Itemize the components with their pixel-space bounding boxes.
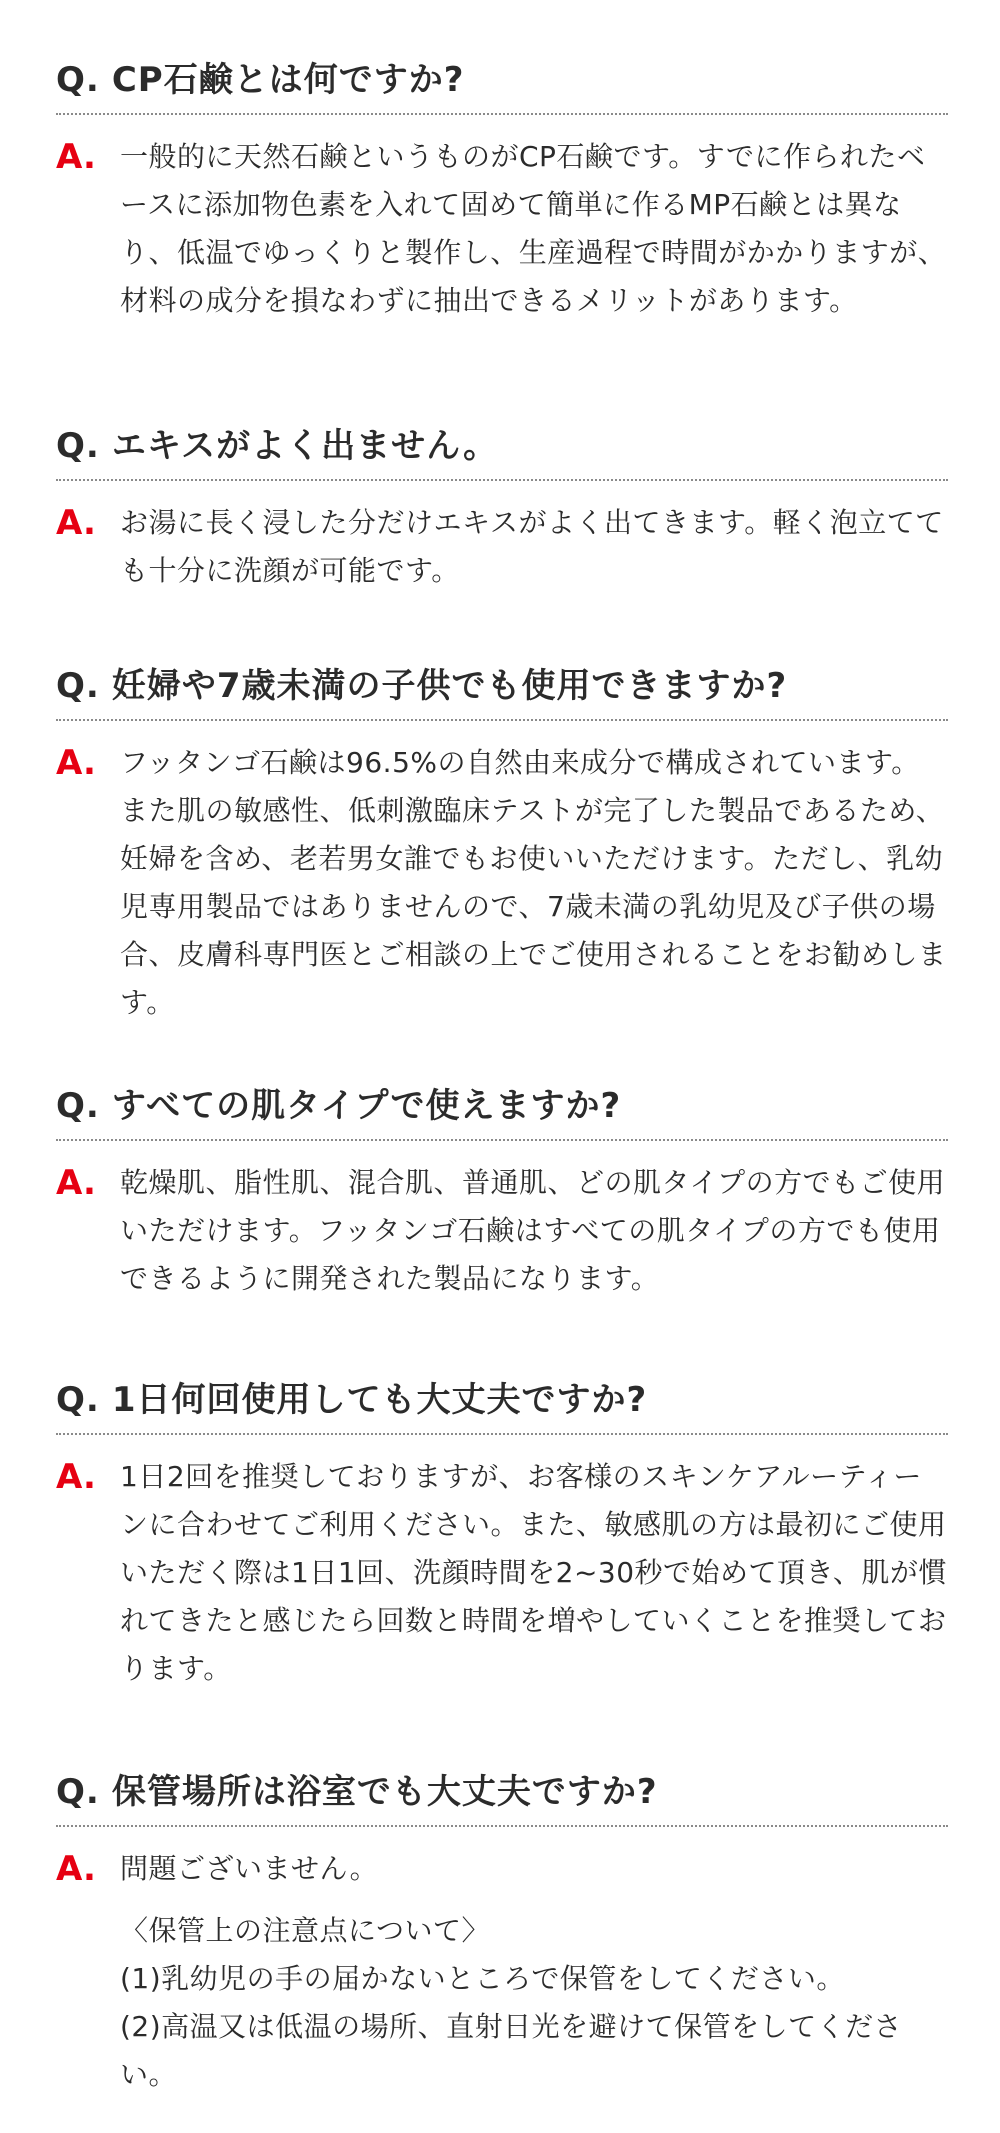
faq-item <box>56 1078 948 1303</box>
question-mark: Q. <box>56 60 100 100</box>
answer-text: 乾燥肌、脂性肌、混合肌、普通肌、どの肌タイプの方でもご使用いただけます。フッタンゴ石鹸はすべての肌タイプの方でも使用できるように開発された製品になります。 <box>120 1166 946 1295</box>
question-text: 保管場所は浴室でも大丈夫ですか? <box>111 1772 658 1812</box>
faq-answer <box>56 1845 948 2099</box>
storage-note-item: (2)高温又は低温の場所、直射日光を避けて保管をしてください。 <box>120 2010 903 2091</box>
answer-mark: A. <box>56 137 96 177</box>
faq-answer <box>56 499 948 595</box>
question-text: CP石鹸とは何ですか? <box>111 60 465 100</box>
question-mark: Q. <box>56 1380 100 1420</box>
question-mark: Q. <box>56 426 100 466</box>
answer-text: 一般的に天然石鹸というものがCP石鹸です。すでに作られたベースに添加物色素を入れて固めて簡単に作るMP石鹸とは異なり、低温でゆっくりと製作し、生産過程で時間がかかりますが、材料の成分を損なわずに抽出できるメリットがあります。 <box>120 140 947 317</box>
answer-text: お湯に長く浸した分だけエキスがよく出てきます。軽く泡立てても十分に洗顔が可能です。 <box>120 506 944 587</box>
faq-item <box>56 418 948 595</box>
faq-question <box>56 418 948 481</box>
faq-answer <box>56 739 948 1027</box>
faq-item <box>56 1372 948 1693</box>
faq-question <box>56 1078 948 1141</box>
question-mark: Q. <box>56 1086 100 1126</box>
storage-note-item: (1)乳幼児の手の届かないところで保管をしてください。 <box>120 1962 845 1995</box>
answer-text: 1日2回を推奨しておりますが、お客様のスキンケアルーティーンに合わせてご利用ください。また、敏感肌の方は最初にご使用いただく際は1日1回、洗顔時間を2~30秒で始めて頂き、肌が慣れてきたと感じたら回数と時間を増やしていくことを推奨しております。 <box>120 1460 947 1685</box>
question-mark: Q. <box>56 666 100 706</box>
faq-item <box>56 1764 948 2099</box>
question-text: すべての肌タイプで使えますか? <box>111 1086 622 1126</box>
answer-text: フッタンゴ石鹸は96.5%の自然由来成分で構成されています。また肌の敏感性、低刺激臨床テストが完了した製品であるため、妊婦を含め、老若男女誰でもお使いいただけます。ただし、乳幼児専用製品ではありませんので、7歳未満の乳幼児及び子供の場合、皮膚科専門医とご相談の上でご使用されることをお勧めします。 <box>120 746 947 1019</box>
question-text: エキスがよく出ません。 <box>111 426 499 466</box>
answer-mark: A. <box>56 743 96 783</box>
faq-item <box>56 52 948 325</box>
faq-answer <box>56 1453 948 1693</box>
faq-answer <box>56 133 948 325</box>
answer-mark: A. <box>56 1457 96 1497</box>
answer-mark: A. <box>56 503 96 543</box>
faq-question <box>56 1372 948 1435</box>
faq-question <box>56 1764 948 1827</box>
faq-question <box>56 658 948 721</box>
answer-mark: A. <box>56 1163 96 1203</box>
answer-mark: A. <box>56 1849 96 1889</box>
question-mark: Q. <box>56 1772 100 1812</box>
question-text: 1日何回使用しても大丈夫ですか? <box>111 1380 648 1420</box>
faq-item <box>56 658 948 1027</box>
faq-question <box>56 52 948 115</box>
answer-text: 問題ございません。 <box>120 1852 379 1885</box>
faq-answer <box>56 1159 948 1303</box>
storage-note-title: 〈保管上の注意点について〉 <box>120 1914 490 1947</box>
question-text: 妊婦や7歳未満の子供でも使用できますか? <box>111 666 788 706</box>
